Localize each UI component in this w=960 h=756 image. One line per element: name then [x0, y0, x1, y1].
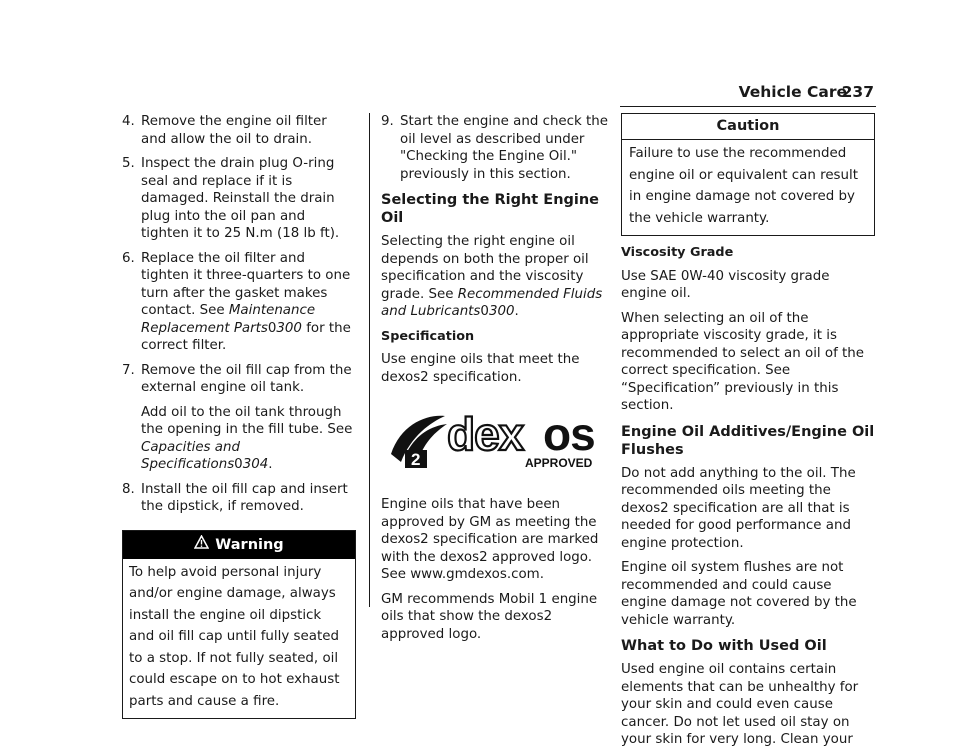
warning-triangle-icon [194, 531, 209, 559]
paragraph [381, 233, 614, 321]
step-6 [122, 250, 356, 355]
warning-title: Warning [215, 536, 284, 553]
paragraph: When selecting an oil of the appropriate viscosity grade, it is recommended to select an oil of the correct specification. See “Specification” previously in this section. [621, 310, 865, 413]
page-number: 237 [841, 83, 874, 101]
warning-box [122, 530, 356, 720]
section-heading-used-oil: What to Do with Used Oil [621, 638, 827, 654]
step-text [141, 250, 356, 355]
column-divider [369, 113, 370, 607]
step-7 [122, 362, 356, 474]
section-heading-additives: Engine Oil Additives/Engine Oil Flushes [621, 423, 875, 458]
page-ref[interactable]: 300 [276, 320, 302, 336]
caution-title: Caution [622, 114, 874, 140]
column-3 [621, 113, 875, 756]
subheading-viscosity-grade: Viscosity Grade [621, 245, 734, 260]
step-number: 9. [381, 114, 394, 129]
step-number: 7. [122, 362, 135, 378]
caution-text: Failure to use the recommended engine oil or equivalent can result in engine damage not covered by the vehicle warranty. [629, 146, 858, 226]
step-text: Inspect the drain plug O-ring seal and replace if it is damaged. Reinstall the drain plug into the oil pan and tighten it to 25 N.m (18 lb ft). [141, 156, 340, 241]
subheading-specification: Specification [381, 328, 475, 344]
step-number: 8. [122, 481, 135, 497]
paragraph: Engine oils that have been approved by GM as meeting the dexos2 specification are marked with the dexos2 approved logo. See www.gmdexos.com. [381, 497, 599, 582]
page-ref-arrow: 0 [267, 320, 277, 336]
page-ref-arrow: 0 [480, 304, 489, 319]
warning-header [123, 531, 355, 559]
step-text: Remove the engine oil filter and allow the oil to drain. [141, 114, 327, 147]
paragraph: Use engine oils that meet the dexos2 specification. [381, 352, 580, 385]
sub-pre: Add oil to the oil tank through the opening in the fill tube. See [141, 404, 353, 437]
logo-tagline: APPROVED [525, 456, 593, 470]
header-rule [620, 106, 876, 107]
step-number: 4. [122, 114, 135, 129]
paragraph: Engine oil system flushes are not recommended and could cause engine damage not covered by the vehicle warranty. [621, 560, 857, 628]
dexos2-approved-logo [387, 406, 607, 470]
caution-box [621, 113, 875, 236]
step-9 [381, 113, 614, 183]
page-ref-arrow: 0 [234, 457, 243, 472]
para-pre: Selecting the right engine oil depends on both the proper oil specification and the viscosity grade. See [381, 234, 589, 302]
logo-number: 2 [411, 450, 421, 469]
warning-text: To help avoid personal injury and/or engine damage, always install the engine oil dipstick and oil fill cap until fully seated to a stop. If not fully seated, oil could escape on to hot exhaust parts and cause a fire. [129, 564, 340, 709]
column-1 [122, 113, 356, 719]
step-text [141, 362, 356, 474]
paragraph: Used engine oil contains certain elements that can be unhealthy for your skin and could even cause cancer. Do not let used oil stay on your skin for very long. Clean your [621, 662, 859, 747]
step-text: Install the oil fill cap and insert the dipstick, if removed. [141, 481, 348, 514]
step-subtext [141, 404, 356, 474]
para-post: . [514, 304, 519, 319]
section-heading-selecting-oil: Selecting the Right Engine Oil [381, 192, 600, 226]
paragraph: Do not add anything to the oil. The recommended oils meeting the dexos2 specification are all that is needed for good performance and engine protection. [621, 465, 856, 551]
capacities-link[interactable]: Capacities and Specifications [141, 439, 240, 472]
step-8 [122, 481, 356, 516]
step-text-post: for the correct filter. [141, 320, 351, 353]
logo-word-dex: dex [447, 408, 524, 460]
step-4 [122, 113, 356, 148]
step-number: 6. [122, 250, 135, 266]
step-text-pre: Replace the oil filter and tighten it three-quarters to one turn after the gasket makes contact. See [141, 250, 351, 318]
step-5 [122, 155, 356, 243]
sub-post: . [268, 457, 273, 472]
page-ref[interactable]: 304 [242, 457, 269, 472]
paragraph: Use SAE 0W-40 viscosity grade engine oil. [621, 268, 830, 301]
step-text: Start the engine and check the oil level as described under "Checking the Engine Oil." previously in this section. [400, 114, 609, 182]
step-text-main: Remove the oil fill cap from the external engine oil tank. [141, 362, 352, 395]
page-ref[interactable]: 300 [488, 304, 515, 319]
step-number: 5. [122, 156, 135, 171]
page-header-title: Vehicle Care [738, 83, 847, 101]
paragraph: GM recommends Mobil 1 engine oils that show the dexos2 approved logo. [381, 591, 598, 642]
logo-word-os: os [543, 408, 595, 460]
column-2 [381, 113, 614, 650]
fluids-lubricants-link[interactable]: Recommended Fluids and Lubricants [381, 286, 603, 319]
maintenance-parts-link[interactable]: Maintenance Replacement Parts [141, 303, 316, 336]
